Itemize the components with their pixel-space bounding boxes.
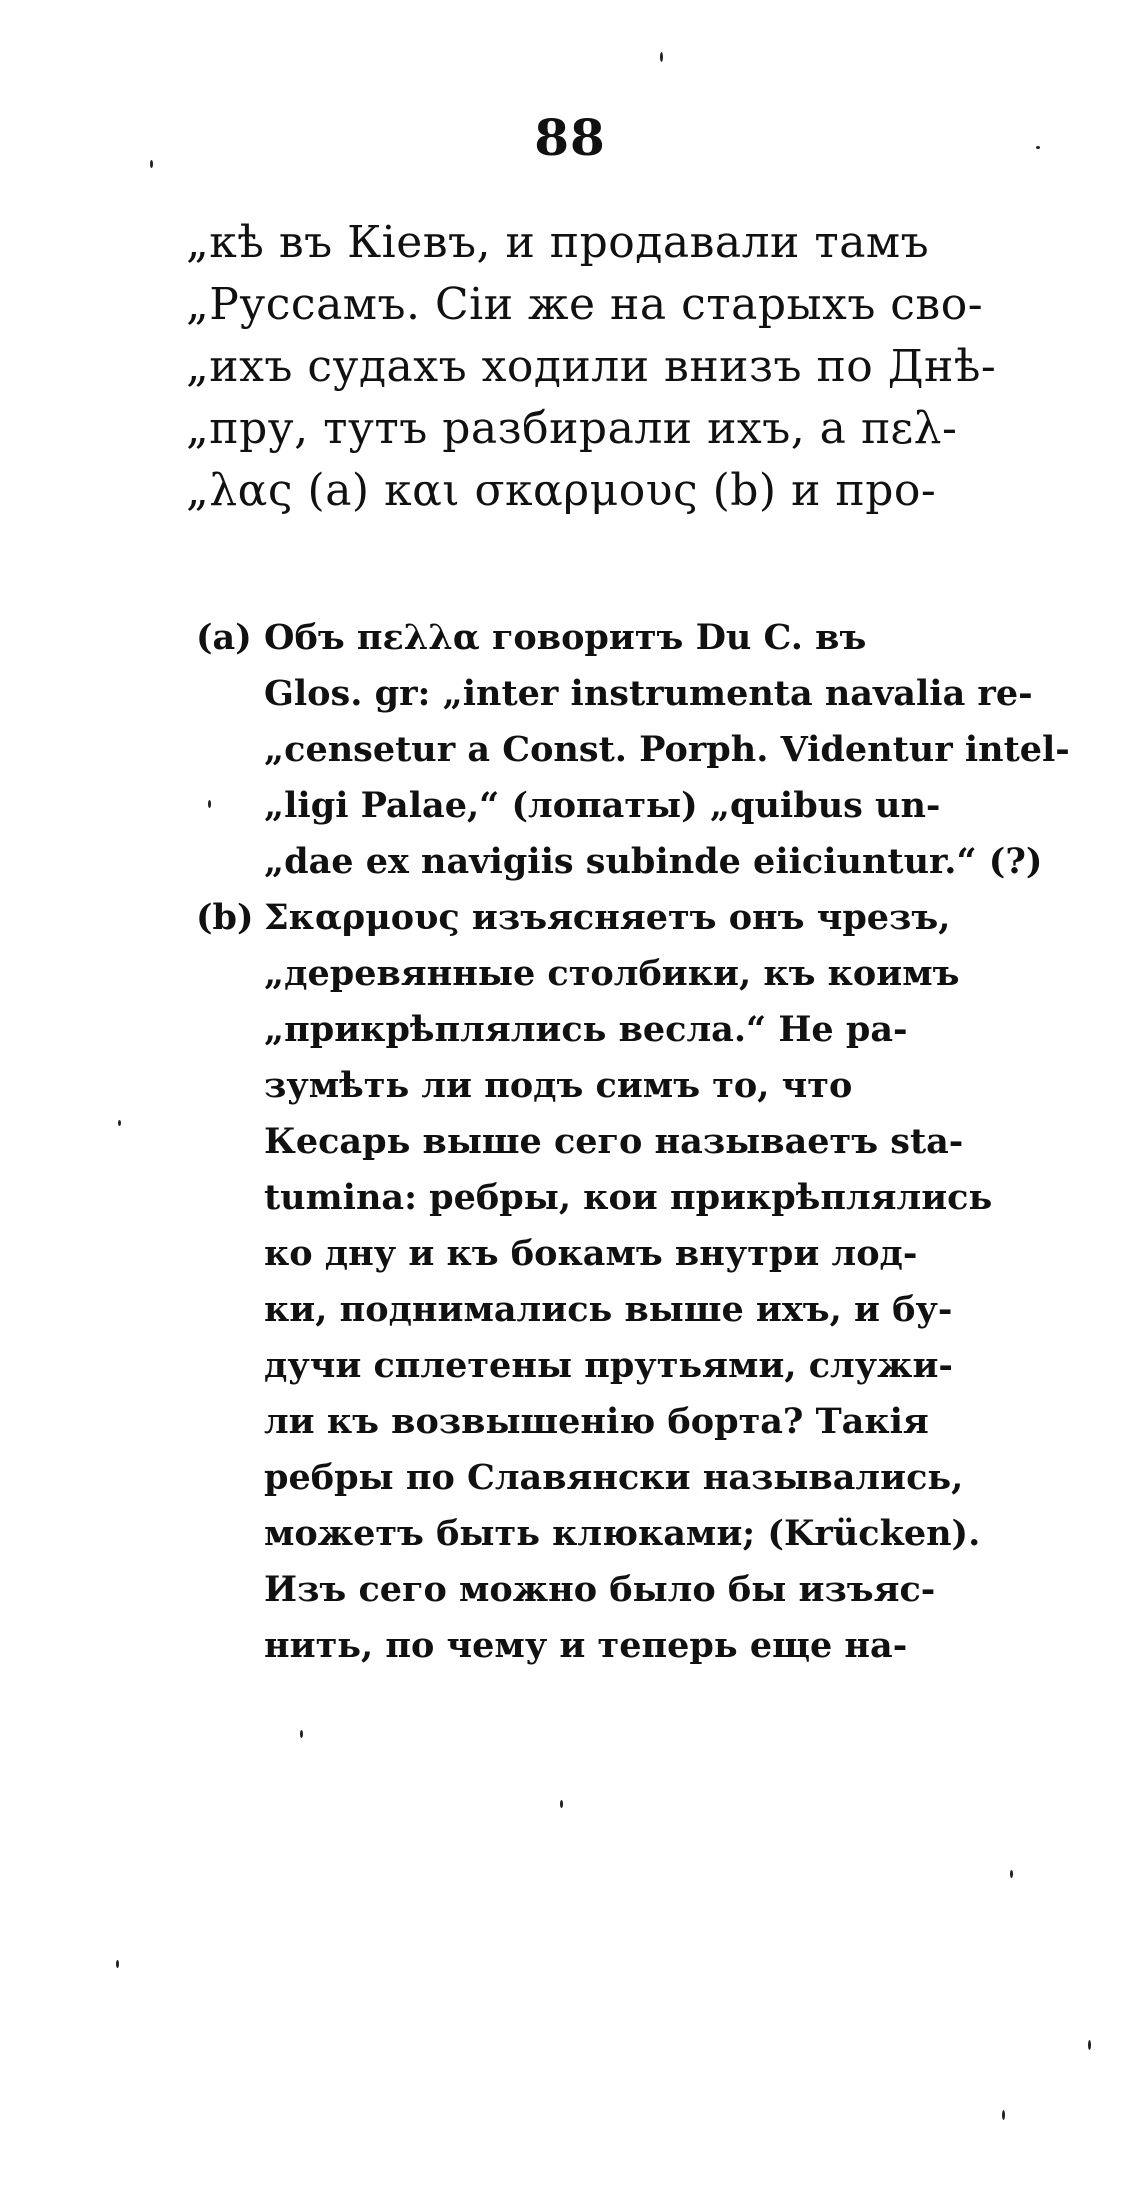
footnote-a-line: „ligi Palae,“ (лопаты) „quibus un- — [264, 785, 941, 826]
scan-speck — [1088, 2040, 1091, 2050]
footnote-b-line: Кесарь выше сего называетъ sta- — [264, 1121, 964, 1162]
footnote-b-line: „деревянные столбики, къ коимъ — [264, 953, 960, 994]
footnote-b-text: Σκαρμους изъясняетъ онъ чрезъ, — [264, 897, 951, 938]
page-number: 88 — [534, 108, 606, 167]
footnote-b-line: можетъ быть клюками; (Krücken). — [264, 1513, 981, 1554]
scan-speck — [1010, 1870, 1013, 1878]
footnote-a-line — [196, 610, 1036, 666]
footnote-a-text: Объ πελλα говоритъ Du C. въ — [264, 617, 867, 658]
footnote-b-line: tumina: ребры, кои прикрѣплялись — [264, 1177, 993, 1218]
footnote-b-line: зумѣть ли подъ симъ то, что — [264, 1065, 853, 1106]
scan-speck — [116, 1960, 119, 1968]
scan-speck — [1036, 146, 1040, 149]
footnote-b-line: Изъ сего можно было бы изъяс- — [264, 1569, 936, 1610]
footnote-b-label: (b) — [196, 897, 254, 938]
main-text-line: „λας (a) και σκαρμους (b) и про- — [186, 465, 937, 516]
scan-speck — [560, 1800, 563, 1808]
main-text-block — [186, 212, 1036, 522]
scan-speck — [208, 800, 211, 808]
footnotes-block — [196, 610, 1070, 1674]
footnote-b-line: дучи сплетены прутьями, служи- — [264, 1345, 953, 1386]
scan-speck — [118, 1120, 121, 1126]
main-text-line: „пру, тутъ разбирали ихъ, а πελ- — [186, 403, 958, 454]
footnote-b-line: ки, поднимались выше ихъ, и бу- — [264, 1289, 953, 1330]
main-text-line: „ихъ судахъ ходили внизъ по Днѣ- — [186, 341, 997, 392]
scan-speck — [300, 1730, 303, 1738]
footnote-b-line: ли къ возвышенiю борта? Такiя — [264, 1401, 929, 1442]
footnote-a-line: Glos. gr: „inter instrumenta navalia re- — [264, 673, 1033, 714]
scan-speck — [660, 52, 663, 62]
main-text-line: „кѣ въ Кiевъ, и продавали тамъ — [186, 217, 930, 268]
footnote-b-line — [196, 890, 1036, 946]
footnote-a-line: „dae ex navigiis subinde eiiciuntur.“ (?) — [264, 841, 1043, 882]
main-text-line: „Руссамъ. Сiи же на старыхъ сво- — [186, 279, 984, 330]
footnote-b-line: ко дну и къ бокамъ внутри лод- — [264, 1233, 918, 1274]
scan-speck — [150, 160, 153, 168]
footnote-b-line: нить, по чему и теперь еще на- — [264, 1625, 908, 1666]
footnote-a-label: (a) — [196, 617, 252, 658]
scan-speck — [1002, 2110, 1005, 2120]
footnote-a-line: „censetur a Const. Porph. Videntur intel- — [264, 729, 1070, 770]
footnote-b-line: ребры по Славянски назывались, — [264, 1457, 964, 1498]
footnote-b-line: „прикрѣплялись весла.“ Не ра- — [264, 1009, 908, 1050]
